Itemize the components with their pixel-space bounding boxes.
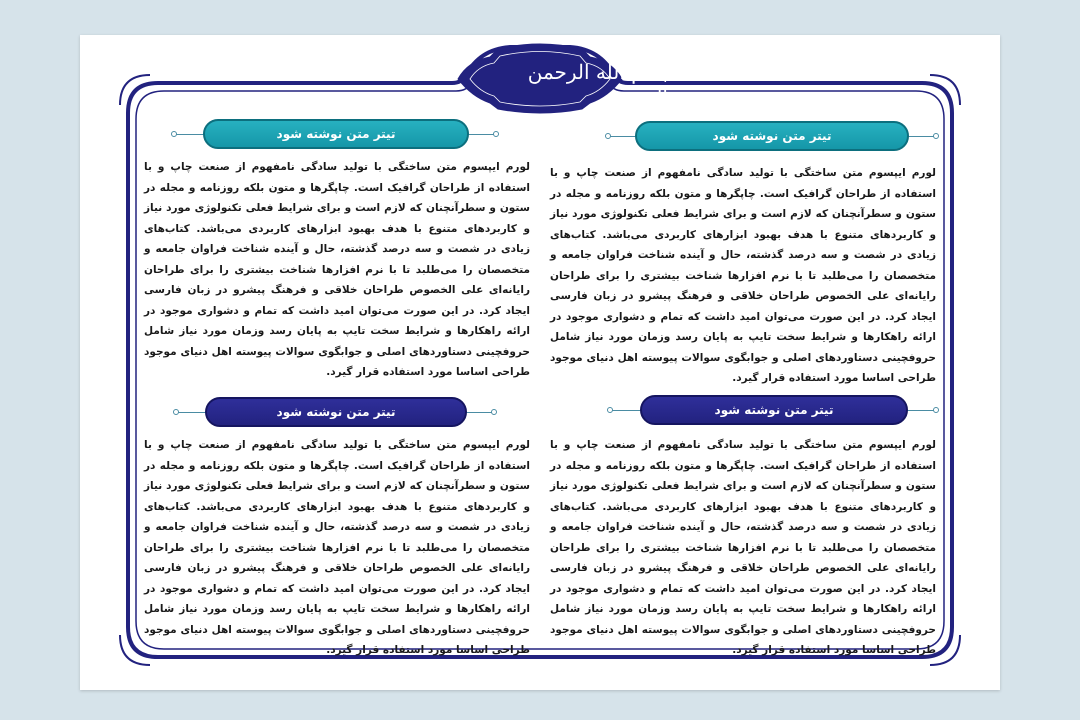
panel-title-top-left: تیتر متن نوشته شود <box>203 119 469 149</box>
title-rule-dot <box>933 133 939 139</box>
panel-body-bottom-left: لورم ایپسوم متن ساختگی با تولید سادگی نامفهوم از صنعت چاپ و با استفاده از طراحان گرافیک است. چاپگرها و متون بلکه روزنامه و مجله در ستون و سطرآنچنان که لازم است و برای شرایط فعلی تکنولوژی مورد نیاز و کاربردهای متنوع با هدف بهبود ابزارهای کاربردی می‌باشد. کتاب‌های زیادی در شصت و سه درصد گذشته، حال و آینده شناخت فراوان جامعه و متخصصان را می‌طلبد تا با نرم افزارها شناخت بیشتری را برای طراحان رایانه‌ای علی الخصوص طراحان خلاقی و فرهنگ پیشرو در زبان فارسی ایجاد کرد. در این صورت می‌توان امید داشت که تمام و دشواری موجود در ارائه راهکارها و شرایط سخت تایپ به پایان رسد وزمان مورد نیاز شامل حروفچینی دستاوردهای اصلی و جوابگوی سوالات پیوسته اهل دنیای موجود طراحی اساسا مورد استفاده قرار گیرد. <box>144 439 530 656</box>
panel-title-top-right: تیتر متن نوشته شود <box>635 121 909 151</box>
title-rule-right <box>466 134 496 135</box>
title-rule-dot <box>173 409 179 415</box>
title-rule-left <box>178 412 208 413</box>
title-rule-dot <box>171 131 177 137</box>
title-rule-dot <box>493 131 499 137</box>
title-rule-dot <box>607 407 613 413</box>
title-rule-dot <box>491 409 497 415</box>
panel-title-bottom-left: تیتر متن نوشته شود <box>205 397 467 427</box>
title-rule-right <box>464 412 494 413</box>
title-rule-left <box>612 410 642 411</box>
panel-body-top-left: لورم ایپسوم متن ساختگی با تولید سادگی نامفهوم از صنعت چاپ و با استفاده از طراحان گرافیک است. چاپگرها و متون بلکه روزنامه و مجله در ستون و سطرآنچنان که لازم است و برای شرایط فعلی تکنولوژی مورد نیاز و کاربردهای متنوع با هدف بهبود ابزارهای کاربردی می‌باشد. کتاب‌های زیادی در شصت و سه درصد گذشته، حال و آینده شناخت فراوان جامعه و متخصصان را می‌طلبد تا با نرم افزارها شناخت بیشتری را برای طراحان رایانه‌ای علی الخصوص طراحان خلاقی و فرهنگ پیشرو در زبان فارسی ایجاد کرد. در این صورت می‌توان امید داشت که تمام و دشواری موجود در ارائه راهکارها و شرایط سخت تایپ به پایان رسد وزمان مورد نیاز شامل حروفچینی دستاوردهای اصلی و جوابگوی سوالات پیوسته اهل دنیای موجود طراحی اساسا مورد استفاده قرار گیرد. <box>144 161 530 378</box>
title-rule-dot <box>605 133 611 139</box>
basmala-calligraphy: بسم الله الرحمن الرحیم <box>527 60 668 108</box>
title-rule-right <box>906 136 936 137</box>
title-rule-right <box>906 410 936 411</box>
panel-body-bottom-right: لورم ایپسوم متن ساختگی با تولید سادگی نامفهوم از صنعت چاپ و با استفاده از طراحان گرافیک است. چاپگرها و متون بلکه روزنامه و مجله در ستون و سطرآنچنان که لازم است و برای شرایط فعلی تکنولوژی مورد نیاز و کاربردهای متنوع با هدف بهبود ابزارهای کاربردی می‌باشد. کتاب‌های زیادی در شصت و سه درصد گذشته، حال و آینده شناخت فراوان جامعه و متخصصان را می‌طلبد تا با نرم افزارها شناخت بیشتری را برای طراحان رایانه‌ای علی الخصوص طراحان خلاقی و فرهنگ پیشرو در زبان فارسی ایجاد کرد. در این صورت می‌توان امید داشت که تمام و دشواری موجود در ارائه راهکارها و شرایط سخت تایپ به پایان رسد وزمان مورد نیاز شامل حروفچینی دستاوردهای اصلی و جوابگوی سوالات پیوسته اهل دنیای موجود طراحی اساسا مورد استفاده قرار گیرد. <box>550 439 936 656</box>
title-rule-dot <box>933 407 939 413</box>
document-sheet <box>80 35 1000 690</box>
panel-body-top-right: لورم ایپسوم متن ساختگی با تولید سادگی نامفهوم از صنعت چاپ و با استفاده از طراحان گرافیک است. چاپگرها و متون بلکه روزنامه و مجله در ستون و سطرآنچنان که لازم است و برای شرایط فعلی تکنولوژی مورد نیاز و کاربردهای متنوع با هدف بهبود ابزارهای کاربردی می‌باشد. کتاب‌های زیادی در شصت و سه درصد گذشته، حال و آینده شناخت فراوان جامعه و متخصصان را می‌طلبد تا با نرم افزارها شناخت بیشتری را برای طراحان رایانه‌ای علی الخصوص طراحان خلاقی و فرهنگ پیشرو در زبان فارسی ایجاد کرد. در این صورت می‌توان امید داشت که تمام و دشواری موجود در ارائه راهکارها و شرایط سخت تایپ به پایان رسد وزمان مورد نیاز شامل حروفچینی دستاوردهای اصلی و جوابگوی سوالات پیوسته اهل دنیای موجود طراحی اساسا مورد استفاده قرار گیرد. <box>550 167 936 384</box>
title-rule-left <box>176 134 206 135</box>
panel-title-bottom-right: تیتر متن نوشته شود <box>640 395 908 425</box>
